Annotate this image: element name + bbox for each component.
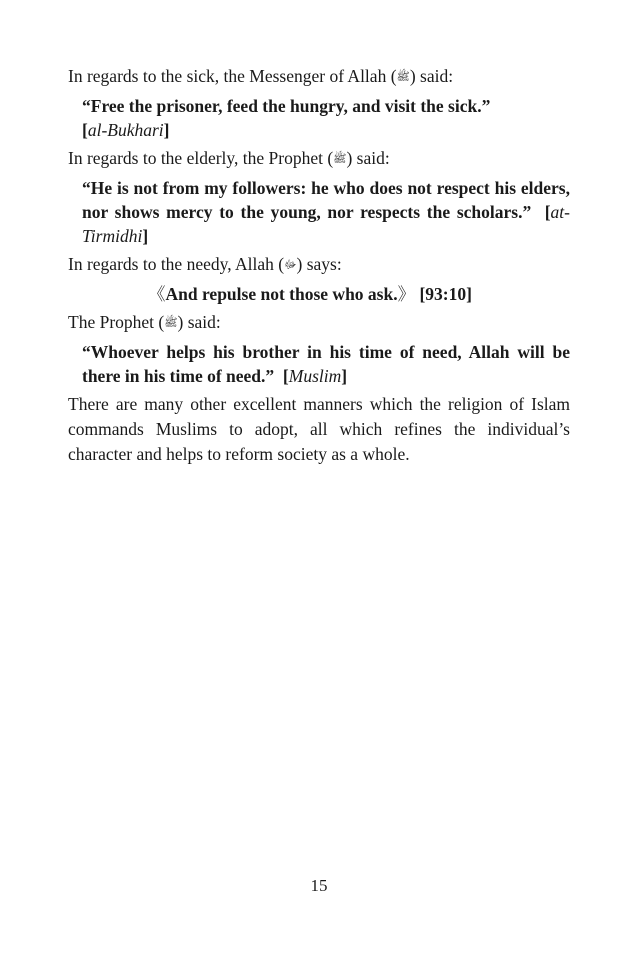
hadith-quote-elderly [82, 176, 570, 248]
paragraph-needy-end: ) says: [296, 254, 342, 274]
paragraph-needy-text: In regards to the needy, Allah ( [68, 254, 285, 274]
hadith-quote-text: “Free the prisoner, feed the hungry, and visit the sick.” [82, 96, 491, 116]
closing-paragraph: There are many other excellent manners which the religion of Islam commands Muslims to adopt, all which refines the individual’s character and helps to reform society as a whole. [68, 394, 570, 464]
salutation-symbol: ﷺ [164, 317, 178, 329]
citation-bracket-close: ] [341, 366, 348, 386]
hadith-citation: Muslim [288, 366, 342, 386]
verse-bracket-close: 》 [397, 284, 416, 304]
verse-text: And repulse not those who ask. [165, 284, 398, 304]
salutation-symbol: ﷺ [333, 153, 347, 165]
paragraph-sick-end: ) said: [409, 66, 454, 86]
salutation-symbol: ﷺ [396, 71, 410, 83]
paragraph-sick-text: In regards to the sick, the Messenger of Allah ( [68, 66, 397, 86]
hadith-quote-sick [82, 94, 570, 142]
verse-reference: [93:10] [419, 284, 472, 304]
citation-bracket-close: ] [163, 120, 170, 140]
hadith-citation: at-Tirmidhi [82, 202, 570, 246]
paragraph-elderly [68, 146, 570, 172]
paragraph-sick [68, 64, 570, 90]
quran-verse [68, 282, 570, 306]
paragraph-prophet-text: The Prophet ( [68, 312, 165, 332]
citation-bracket-close: ] [142, 226, 149, 246]
paragraph-elderly-text: In regards to the elderly, the Prophet ( [68, 148, 334, 168]
citation-bracket-open: [ [282, 366, 289, 386]
page-body [68, 64, 570, 467]
page-number: 15 [310, 876, 328, 895]
hadith-citation: al-Bukhari [87, 120, 164, 140]
verse-bracket-open: 《 [148, 284, 166, 304]
citation-bracket-open: [ [82, 120, 88, 140]
paragraph-prophet-end: ) said: [177, 312, 221, 332]
hadith-quote-text: “Whoever helps his brother in his time of need, Allah will be there in his time of need.” [82, 342, 570, 386]
hadith-quote-needy [82, 340, 570, 388]
paragraph-needy [68, 252, 570, 278]
citation-bracket-open: [ [544, 202, 551, 222]
hadith-quote-text: “He is not from my followers: he who does not respect his elders, nor shows mercy to the young, nor respects the scholars.” [82, 178, 570, 222]
salutation-symbol: ﷻ [284, 259, 297, 271]
paragraph-prophet [68, 310, 570, 336]
paragraph-elderly-end: ) said: [346, 148, 390, 168]
